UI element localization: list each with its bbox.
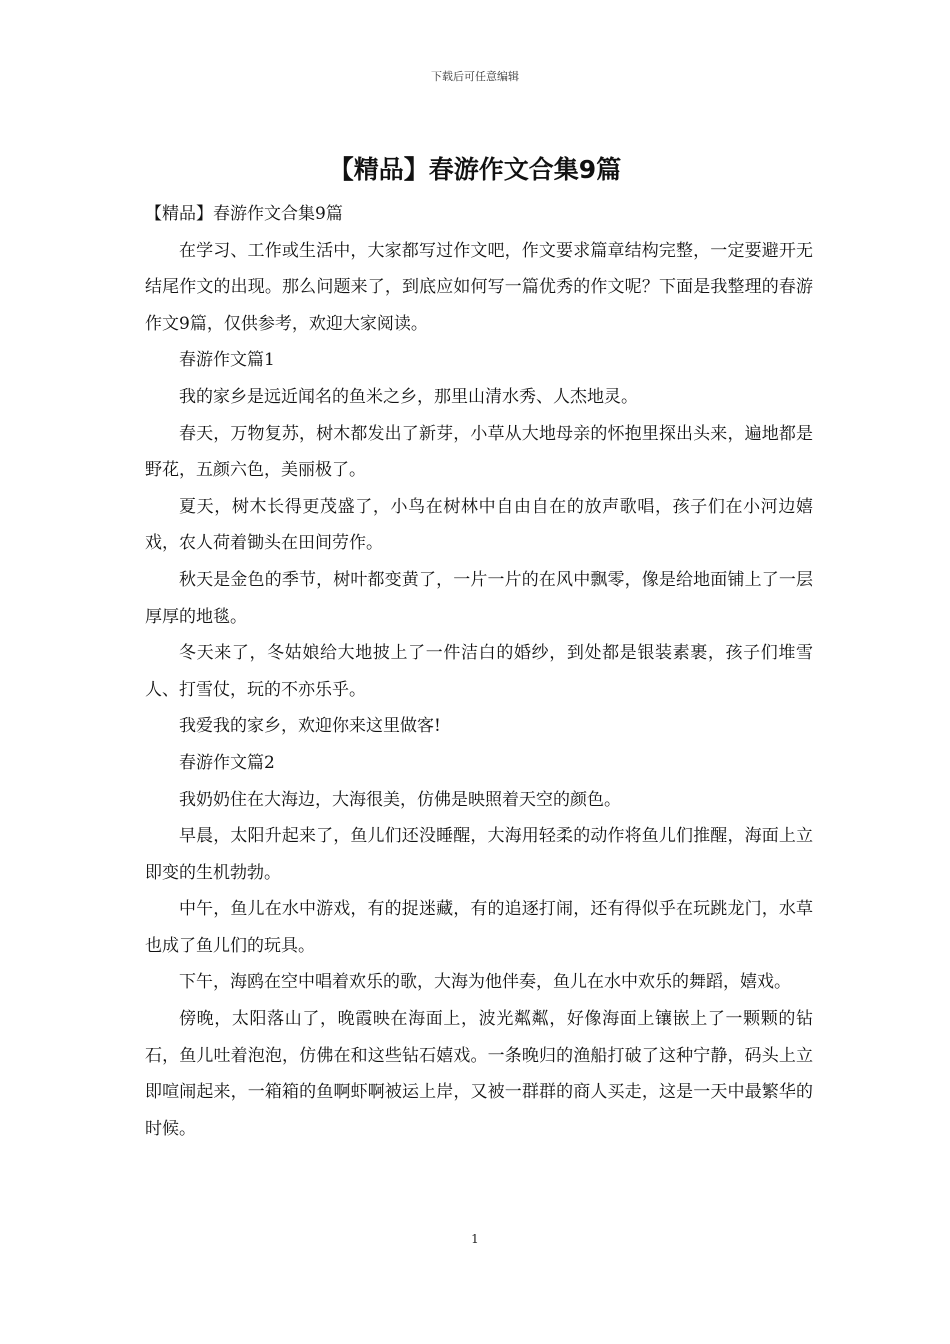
body-paragraph: 夏天，树木长得更茂盛了，小鸟在树林中自由自在的放声歌唱，孩子们在小河边嬉戏，农人荷着锄头在田间劳作。 [145,496,813,554]
header-note: 下载后可任意编辑 [431,70,519,83]
body-paragraph: 中午，鱼儿在水中游戏，有的捉迷藏，有的追逐打闹，还有得似乎在玩跳龙门，水草也成了鱼儿们的玩具。 [145,899,813,956]
document-title: 【精品】春游作文合集9篇 [328,155,622,184]
body-paragraph: 春天，万物复苏，树木都发出了新芽，小草从大地母亲的怀抱里探出头来，遍地都是野花，五颜六色，美丽极了。 [145,423,813,481]
document-subtitle: 【精品】春游作文合集9篇 [145,204,343,224]
document-body [145,196,813,1147]
intro-paragraph: 在学习、工作或生活中，大家都写过作文吧，作文要求篇章结构完整，一定要避开无结尾作文的出现。那么问题来了，到底应如何写一篇优秀的作文呢？下面是我整理的春游作文9篇，仅供参考，欢迎大家阅读。 [145,240,813,334]
body-paragraph: 我奶奶住在大海边，大海很美，仿佛是映照着天空的颜色。 [179,789,621,810]
section-heading: 春游作文篇2 [179,752,275,773]
body-paragraph: 秋天是金色的季节，树叶都变黄了，一片一片的在风中飘零，像是给地面铺上了一层厚厚的地毯。 [145,569,813,627]
body-paragraph: 我的家乡是远近闻名的鱼米之乡，那里山清水秀、人杰地灵。 [179,386,638,407]
body-paragraph: 早晨，太阳升起来了，鱼儿们还没睡醒，大海用轻柔的动作将鱼儿们推醒，海面上立即变的生机勃勃。 [145,826,813,883]
body-paragraph: 我爱我的家乡，欢迎你来这里做客! [179,716,441,737]
page-number: 1 [471,1232,479,1246]
section-heading: 春游作文篇1 [179,350,275,371]
body-paragraph: 傍晚，太阳落山了，晚霞映在海面上，波光粼粼，好像海面上镶嵌上了一颗颗的钻石，鱼儿吐着泡泡，仿佛在和这些钻石嬉戏。一条晚归的渔船打破了这种宁静，码头上立即喧闹起来，一箱箱的鱼啊虾啊被运上岸，又被一群群的商人买走，这是一天中最繁华的时候。 [145,1009,813,1139]
body-paragraph: 下午，海鸥在空中唱着欢乐的歌，大海为他伴奏，鱼儿在水中欢乐的舞蹈，嬉戏。 [179,972,791,993]
body-paragraph: 冬天来了，冬姑娘给大地披上了一件洁白的婚纱，到处都是银装素裹，孩子们堆雪人、打雪仗，玩的不亦乐乎。 [145,643,813,700]
